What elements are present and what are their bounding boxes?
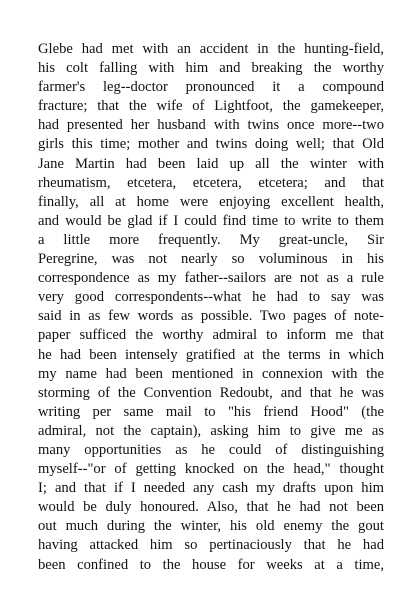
- text-line: admiral, not the captain), asking him to give me as: [38, 422, 384, 439]
- text-line: his colt falling with him and breaking the worthy: [38, 60, 384, 77]
- text-line: Glebe had met with an accident in the hunting-field,: [38, 41, 384, 57]
- text-line: myself--"or of getting knocked on the head," thought: [38, 461, 384, 478]
- text-line: rheumatism, etcetera, etcetera, etcetera; and that: [38, 174, 384, 191]
- text-line: storming of the Convention Redoubt, and that he was: [38, 384, 384, 401]
- text-line: I; and that if I needed any cash my drafts upon him: [38, 480, 384, 497]
- text-line: Jane Martin had been laid up all the winter with: [38, 155, 384, 172]
- text-line: a little more frequently. My great-uncle, Sir: [38, 231, 384, 248]
- text-line: having attacked him so pertinaciously that he had: [38, 537, 384, 554]
- text-line: girls this time; mother and twins doing well; that Old: [38, 136, 384, 153]
- text-line: very good correspondents--what he had to say was: [38, 289, 384, 306]
- text-line: farmer's leg--doctor pronounced it a compound: [38, 79, 384, 96]
- text-line: finally, all at home were enjoying excellent health,: [38, 193, 384, 210]
- text-line: had presented her husband with twins once more--two: [38, 117, 384, 134]
- text-line: he had been intensely gratified at the terms in which: [38, 346, 384, 363]
- text-line: out much during the winter, his old enemy the gout: [38, 518, 384, 535]
- body-text: [38, 40, 384, 575]
- text-line: and would be glad if I could find time to write to them: [38, 212, 384, 229]
- text-line: paper sufficed the worthy admiral to inform me that: [38, 327, 384, 344]
- text-line: said in as few words as possible. Two pages of note-: [38, 308, 384, 325]
- text-line: been confined to the house for weeks at a time,: [38, 556, 384, 573]
- text-line: correspondence as my father--sailors are not as a rule: [38, 270, 384, 287]
- text-line: writing per same mail to "his friend Hood" (the: [38, 403, 384, 420]
- text-line: would be duly honoured. Also, that he had not been: [38, 499, 384, 516]
- text-line: fracture; that the wife of Lightfoot, the gamekeeper,: [38, 98, 384, 115]
- text-line: my name had been mentioned in connexion with the: [38, 365, 384, 382]
- text-line: many opportunities as he could of distinguishing: [38, 441, 384, 458]
- text-line: Peregrine, was not nearly so voluminous in his: [38, 251, 384, 268]
